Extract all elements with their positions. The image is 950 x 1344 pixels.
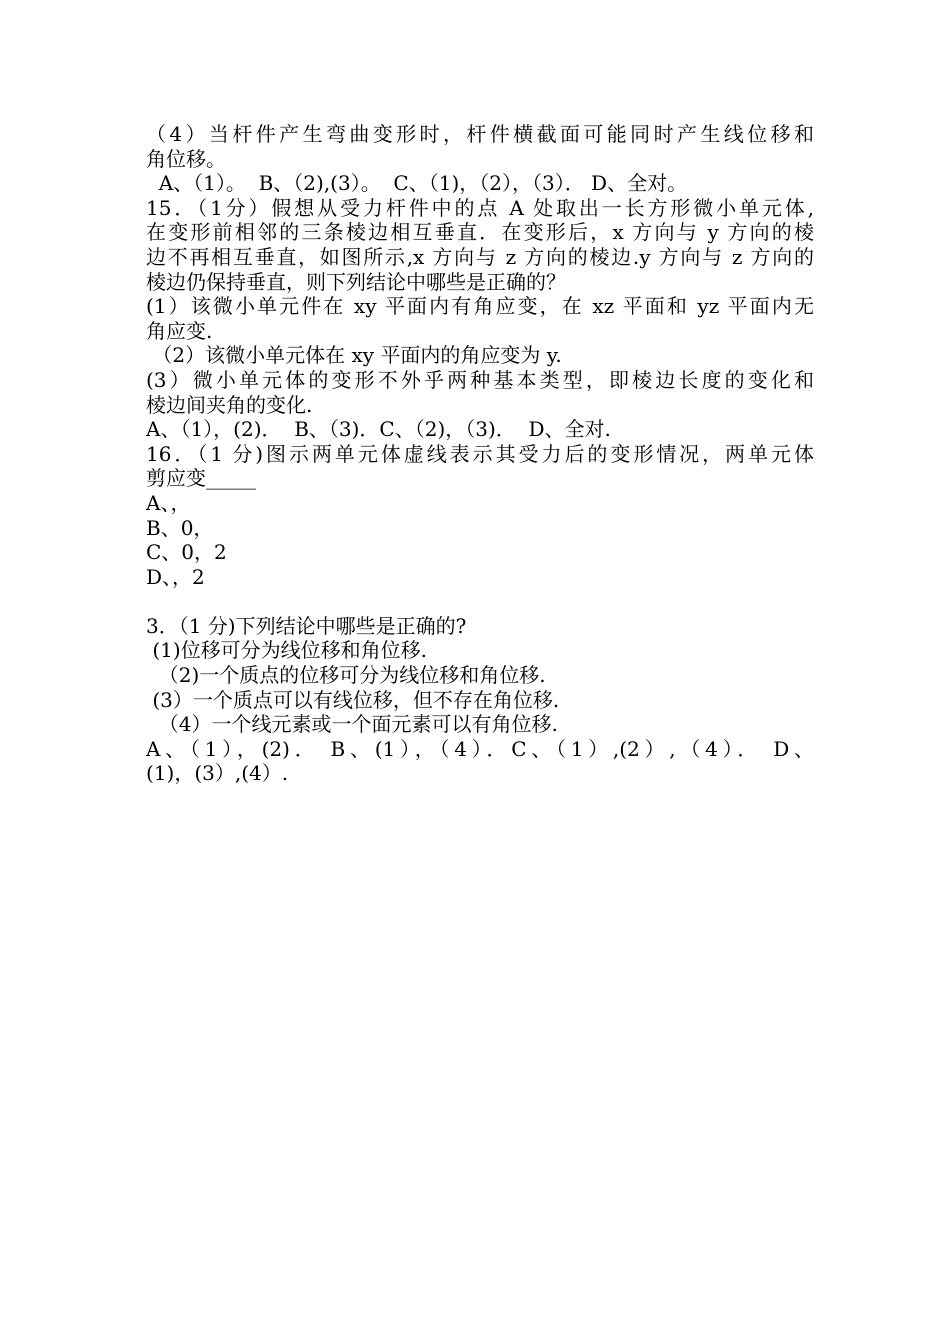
text-line: B、0， bbox=[146, 515, 214, 540]
text-line: 在变形前相邻的三条棱边相互垂直．在变形后，x 方向与 y 方向的棱 bbox=[146, 220, 814, 245]
text-line: A、， bbox=[146, 490, 191, 515]
text-line: （4）当杆件产生弯曲变形时，杆件横截面可能同时产生线位移和 bbox=[146, 122, 814, 146]
text-line: 剪应变_____ bbox=[146, 466, 256, 491]
document-body bbox=[146, 122, 814, 786]
text-line: 边不再相互垂直，如图所示,x 方向与 z 方向的棱边.y 方向与 z 方向的 bbox=[146, 244, 814, 269]
text-line: (3）微小单元体的变形不外乎两种基本类型，即棱边长度的变化和 bbox=[146, 367, 814, 392]
text-line: （2）该微小单元体在 xy 平面内的角应变为 y. bbox=[146, 343, 562, 368]
text-line: A、（1），(2)． B、(1），（4）．C、（1）,(2）,（4）． D、 bbox=[146, 736, 814, 761]
text-line: 棱边间夹角的变化. bbox=[146, 392, 313, 417]
text-line: A、（1）。 B、（2),(3）。 C、（1)，（2），（3）． D、全对。 bbox=[146, 171, 688, 196]
text-line: (1)位移可分为线位移和角位移. bbox=[146, 638, 428, 663]
text-line: A、（1），(2)． B、（3)．C、（2)，（3)． D、全对. bbox=[146, 417, 611, 442]
text-line: (1）该微小单元件在 xy 平面内有角应变，在 xz 平面和 yz 平面内无 bbox=[146, 294, 814, 319]
text-line: 角应变. bbox=[146, 318, 213, 343]
text-line: （4）一个线元素或一个面元素可以有角位移. bbox=[146, 712, 558, 737]
text-line: C、0，2 bbox=[146, 540, 227, 565]
text-line: （2)一个质点的位移可分为线位移和角位移. bbox=[146, 663, 546, 688]
text-line: 15．（1分）假想从受力杆件中的点 A 处取出一长方形微小单元体, bbox=[146, 195, 814, 220]
text-line: 16．（1 分)图示两单元体虚线表示其受力后的变形情况，两单元体 bbox=[146, 441, 814, 466]
text-line: (1)，(3）,(4）. bbox=[146, 761, 289, 786]
paragraph-gap bbox=[146, 589, 814, 614]
text-line: (3）一个质点可以有线位移，但不存在角位移. bbox=[146, 687, 560, 712]
text-line: 棱边仍保持垂直，则下列结论中哪些是正确的？ bbox=[146, 269, 566, 294]
text-line: 3．（1 分)下列结论中哪些是正确的? bbox=[146, 613, 467, 638]
text-line: D、，2 bbox=[146, 564, 205, 589]
text-line: 角位移。 bbox=[146, 146, 226, 171]
